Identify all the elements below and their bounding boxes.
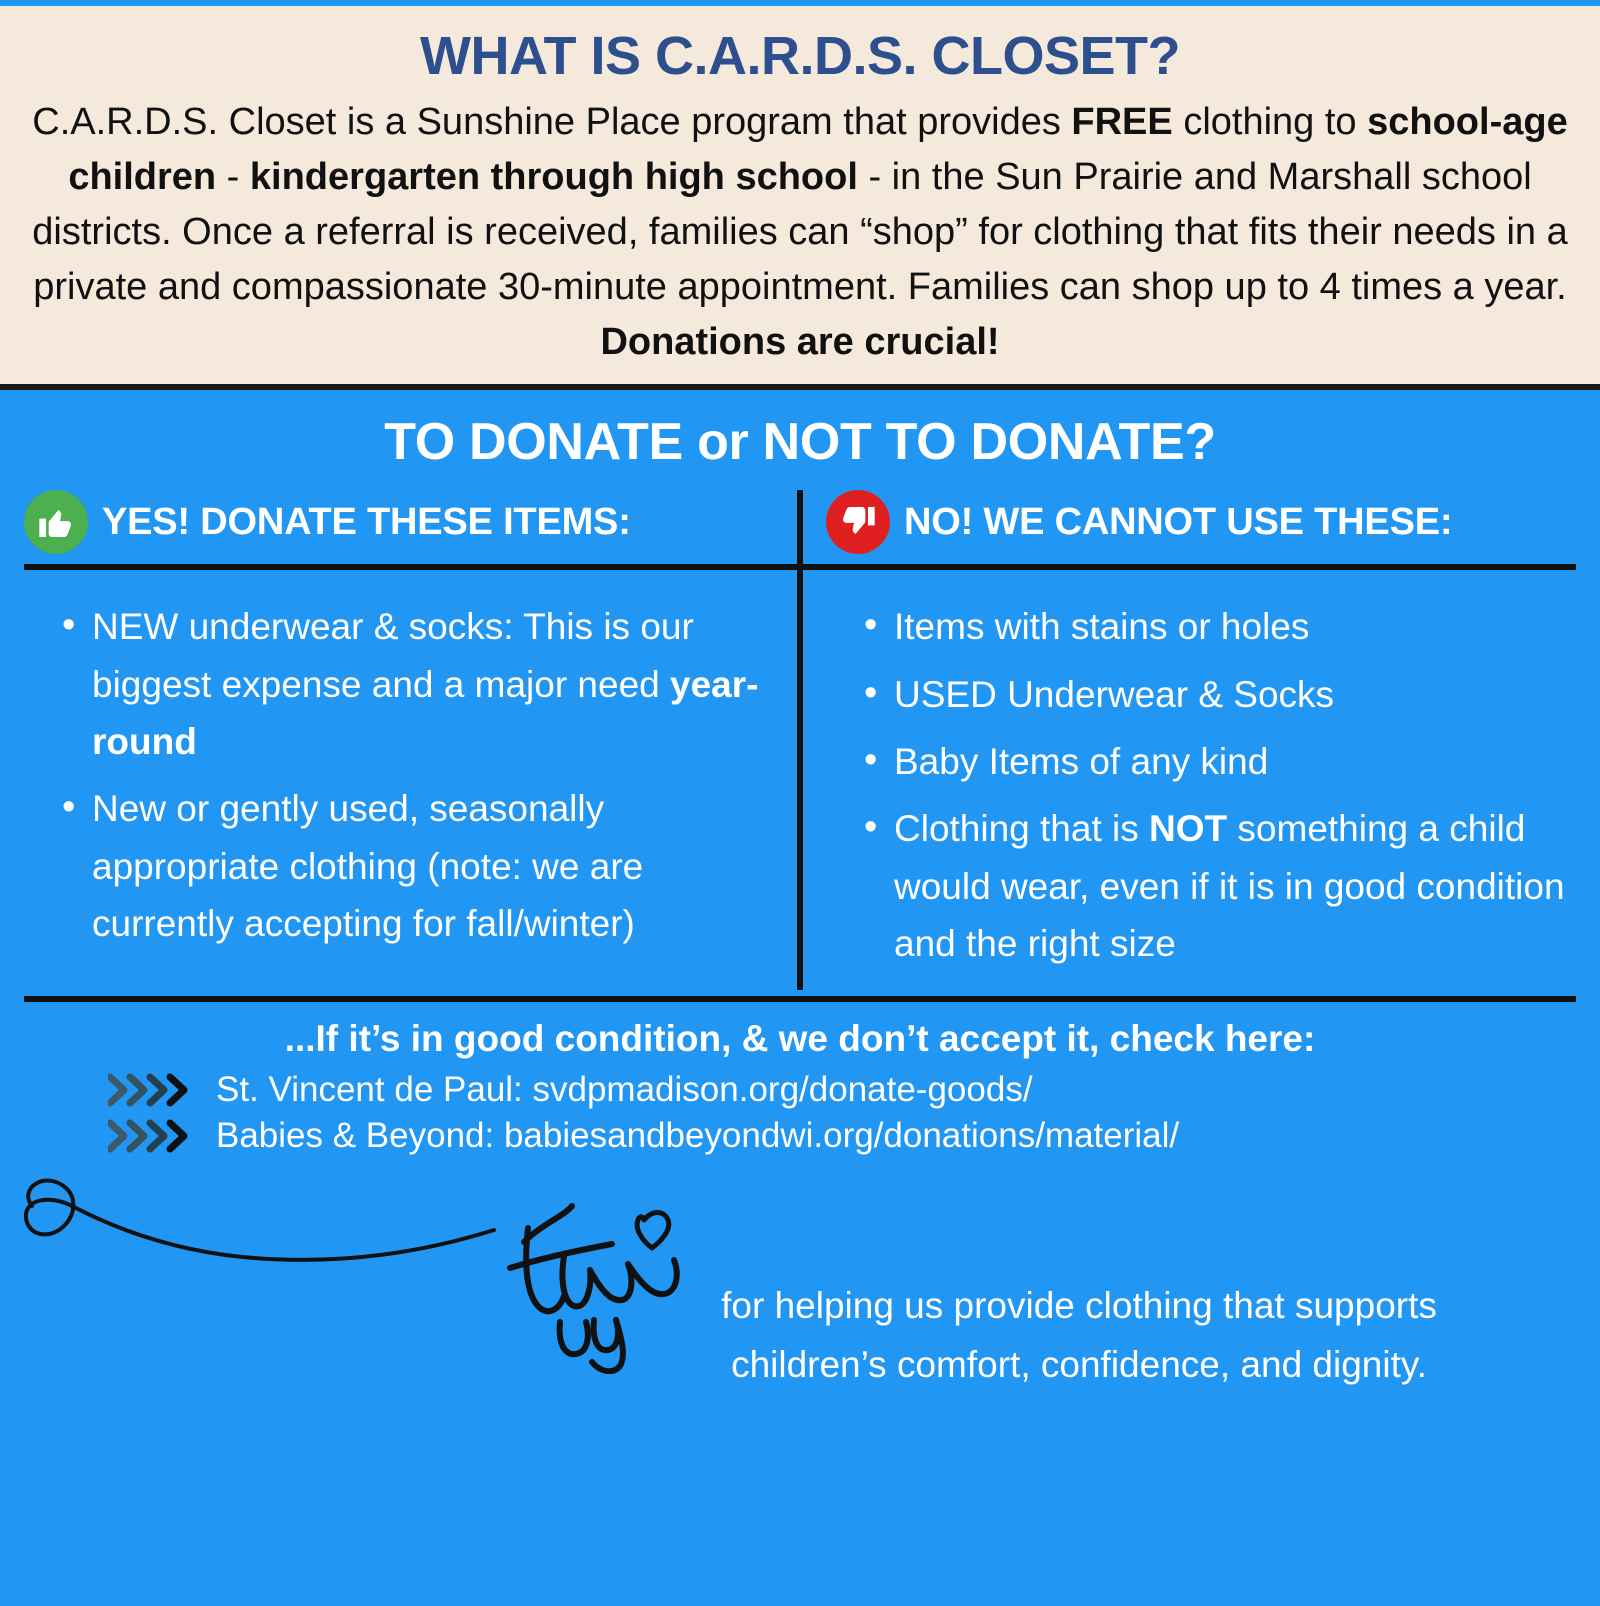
list-item: • NEW underwear & socks: This is our biggest expense and a major need year-round <box>58 598 768 770</box>
footer-text: for helping us provide clothing that supports children’s comfort, confidence, and dignity. <box>721 1285 1437 1386</box>
column-lists-row <box>24 580 1576 990</box>
list-item: • Baby Items of any kind <box>860 733 1566 790</box>
chevrons-right-icon <box>108 1073 204 1107</box>
infographic-page <box>0 6 1600 1606</box>
no-column-header <box>800 490 1576 564</box>
list-item: • USED Underwear & Socks <box>860 666 1566 723</box>
external-links <box>24 1070 1576 1156</box>
yes-list-column <box>24 580 800 990</box>
page-title: WHAT IS C.A.R.D.S. CLOSET? <box>420 26 1180 86</box>
check-here-heading: ...If it’s in good condition, & we don’t accept it, check here: <box>284 1018 1316 1060</box>
donate-columns <box>24 490 1576 990</box>
thumbs-down-icon <box>826 490 890 554</box>
no-heading: NO! WE CANNOT USE THESE: <box>904 500 1453 543</box>
what-is-section <box>0 6 1600 390</box>
no-list-column <box>800 580 1576 990</box>
list-item: • Clothing that is NOT something a child would wear, even if it is in good condition and the right size <box>860 800 1566 972</box>
thank-you-footer <box>24 1166 1576 1416</box>
what-is-body: C.A.R.D.S. Closet is a Sunshine Place program that provides FREE clothing to school-age children - kindergarten through high school - in the Sun Prairie and Marshall school districts. Once a referral is received, families can “shop” for clothing that fits their needs in a private and compassionate 30-minute appointment. Families can shop up to 4 times a year. Donations are crucial! <box>32 100 1568 364</box>
yes-column-header <box>24 490 800 564</box>
donate-section <box>0 412 1600 1416</box>
list-item: • New or gently used, seasonally appropriate clothing (note: we are currently accepting for fall/winter) <box>58 780 768 952</box>
yes-heading: YES! DONATE THESE ITEMS: <box>102 500 631 543</box>
external-link-label[interactable]: St. Vincent de Paul: svdpmadison.org/donate-goods/ <box>216 1070 1033 1110</box>
chevrons-right-icon <box>108 1119 204 1153</box>
yes-items-list <box>24 598 778 952</box>
no-items-list <box>826 598 1576 972</box>
external-link-row[interactable] <box>108 1070 1576 1110</box>
donate-title: TO DONATE or NOT TO DONATE? <box>384 413 1216 472</box>
external-link-label[interactable]: Babies & Beyond: babiesandbeyondwi.org/donations/material/ <box>216 1116 1180 1156</box>
list-item: • Items with stains or holes <box>860 598 1566 655</box>
column-headings-row <box>24 490 1576 564</box>
thumbs-up-icon <box>24 490 88 554</box>
bottom-rule <box>24 996 1576 1002</box>
external-link-row[interactable] <box>108 1116 1576 1156</box>
